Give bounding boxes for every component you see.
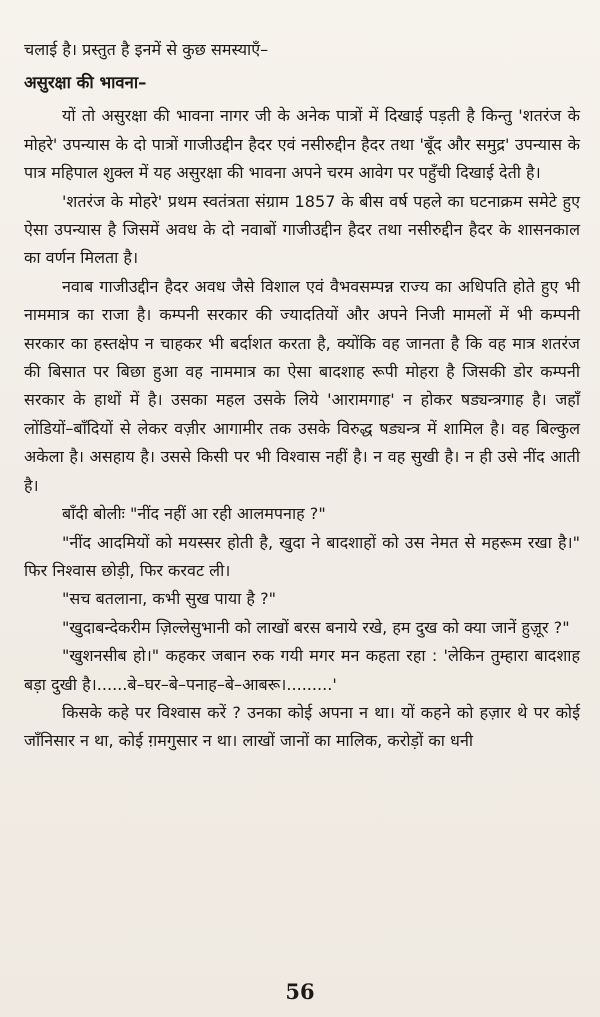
opening-line: चलाई है। प्रस्तुत है इनमें से कुछ समस्याएँ– — [24, 40, 269, 59]
paragraph-intro: यों तो असुरक्षा की भावना नागर जी के अनेक पात्रों में दिखाई पड़ती है किन्तु 'शतरंज के मोहरे' उपन्यास के दो पात्रों गाजीउद्दीन हैदर एवं नसीरुद्दीन हैदर तथा 'बूँद और समुद्र' उपन्यास के पात्र महिपाल शुक्ल में यह असुरक्षा की भावना अपने चरम आवेग पर पहुँची दिखाई देती है। — [24, 106, 580, 183]
paragraph-closing: किसके कहे पर विश्वास करें ? उनका कोई अपना न था। यों कहने को हज़ार थे पर कोई जाँनिसार न था, कोई ग़मगुसार न था। लाखों जानों का मालिक, करोड़ों का धनी — [24, 702, 580, 751]
dialogue-line: "खुदाबन्देकरीम ज़िल्लेसुभानी को लाखों बरस बनाये रखे, हम दुख को क्या जानें हुज़ूर ?" — [62, 617, 570, 637]
paragraph-nawab: नवाब गाजीउद्दीन हैदर अवध जैसे विशाल एवं वैभवसम्पन्न राज्य का अधिपति होते हुए भी नाममात्र का राजा है। कम्पनी सरकार की ज्यादतियों और अपने निजी मामलों में भी कम्पनी सरकार का हस्तक्षेप न चाहकर भी बर्दाशत करता है, क्योंकि वह जानता है कि वह मात्र शतरंज की बिसात पर बिछा हुआ वह नाममात्र का ऐसा बादशाह रूपी मोहरा है जिसकी डोर कम्पनी सरकार के हाथों में है। उसका महल उसके लिये 'आरामगाह' न होकर षड्यन्त्रगाह है। जहाँ लोंडियों–बाँदियों से लेकर वज़ीर आगामीर तक उसके विरुद्ध षड्यन्त्र में शामिल है। वह बिल्कुल अकेला है। असहाय है। उससे किसी पर भी विश्वास नहीं है। न वह सुखी है। न ही उसे नींद आती है। — [24, 276, 580, 495]
dialogue-line: बाँदी बोलीः "नींद नहीं आ रही आलमपनाह ?" — [62, 504, 326, 524]
page-text — [24, 36, 580, 756]
paragraph-novel-summary: 'शतरंज के मोहरे' प्रथम स्वतंत्रता संग्राम 1857 के बीस वर्ष पहले का घटनाक्रम समेटे हुए ऐसा उपन्यास है जिसमें अवध के दो नवाबों गाजीउद्दीन हैदर तथा नसीरुद्दीन हैदर के शासनकाल का वर्णन मिलता है। — [24, 191, 580, 268]
section-heading: असुरक्षा की भावना– — [24, 73, 147, 93]
dialogue-line: "खुशनसीब हो।" कहकर जबान रुक गयी मगर मन कहता रहा : 'लेकिन तुम्हारा बादशाह बड़ा दुखी है।......बे–घर–बे–पनाह–बे–आबरू।.........' — [24, 646, 580, 694]
page-number: 56 — [285, 979, 315, 1004]
dialogue-line: "सच बतलाना, कभी सुख पाया है ?" — [62, 589, 277, 609]
dialogue-line: "नींद आदमियों को मयस्सर होती है, खुदा ने बादशाहों को उस नेमत से महरूम रखा है।" फिर निश्वास छोड़ी, फिर करवट ली। — [24, 532, 580, 580]
